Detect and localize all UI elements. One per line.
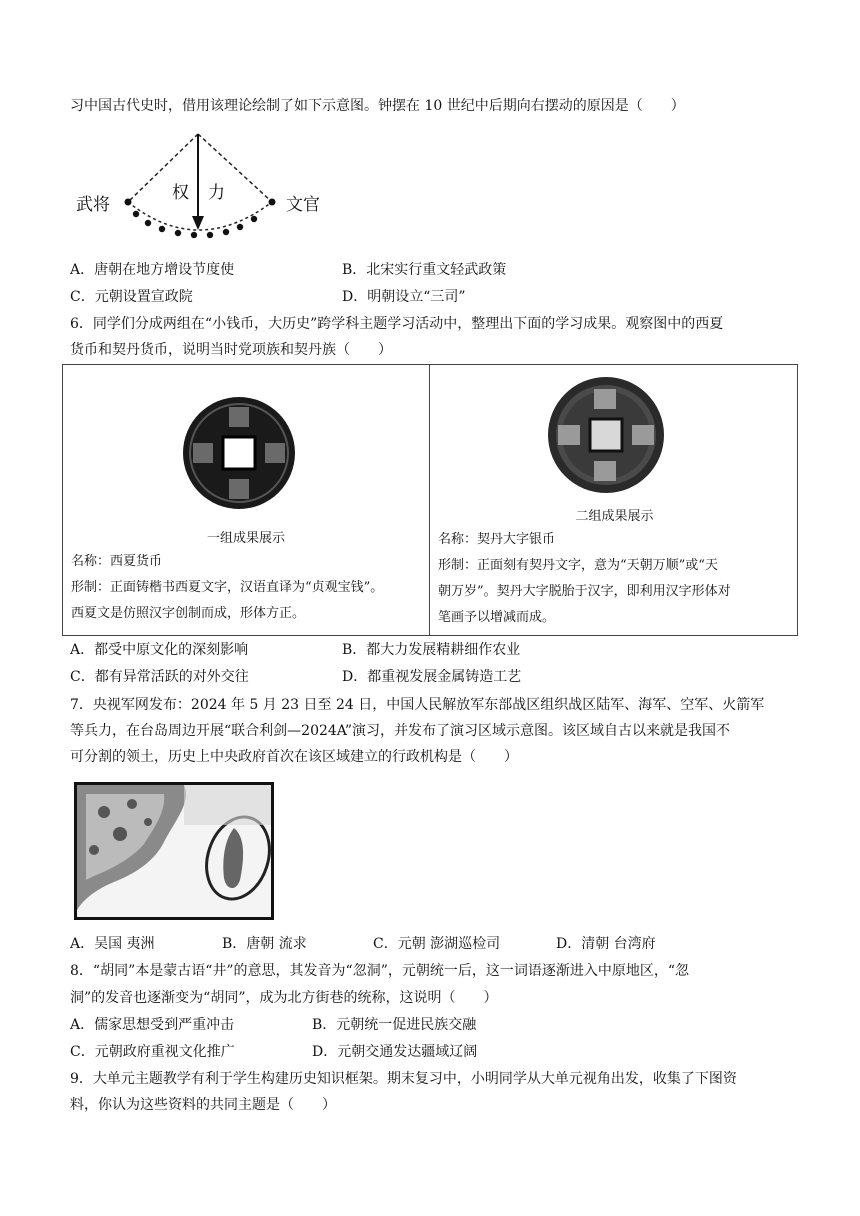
- group2-form2: 朝万岁”。契丹大字脱胎于汉字，即利用汉字形体对: [438, 584, 731, 599]
- pendulum-svg: [70, 128, 340, 248]
- left-label: 武将: [76, 195, 110, 215]
- taiwan-exercise-map: [74, 782, 274, 920]
- q5-option-d: D．明朝设立“三司”: [342, 289, 466, 305]
- group2-name: 名称：契丹大字银币: [438, 532, 556, 547]
- q6-option-b: B．都大力发展精耕细作农业: [342, 642, 521, 658]
- q7-option-b: B．唐朝 流求: [222, 936, 307, 952]
- q7-option-a: A．吴国 夷洲: [70, 936, 155, 952]
- group2-form3: 笔画予以增减而成。: [438, 610, 556, 625]
- q7-stem-line2: 等兵力，在台岛周边开展“联合利剑—2024A”演习，并发布了演习区域示意图。该区域自古以来就是我国不: [70, 723, 730, 739]
- group2-caption: 二组成果展示: [575, 509, 654, 524]
- group2-form1: 形制：正面刻有契丹文字，意为“天朝万顺”或“天: [438, 558, 718, 573]
- group1-name: 名称：西夏货币: [71, 554, 163, 569]
- group1-form1: 形制：正面铸楷书西夏文字，汉语直译为“贞观宝钱”。: [71, 580, 384, 595]
- q8-option-c: C．元朝政府重视文化推广: [70, 1044, 235, 1060]
- q5-option-b: B．北宋实行重文轻武政策: [342, 262, 507, 278]
- q7-option-c: C．元朝 澎湖巡检司: [373, 936, 501, 952]
- q9-stem-line2: 料，你认为这些资料的共同主题是（ ）: [70, 1097, 336, 1113]
- coin-table: [62, 364, 798, 636]
- group1-cell: [63, 365, 430, 635]
- q8-option-d: D．元朝交通发达疆域辽阔: [312, 1044, 478, 1060]
- q8-stem-line1: 8．“胡同”本是蒙古语“井”的意思，其发音为“忽洞”，元朝统一后，这一词语逐渐进入中原地区，“忽: [70, 963, 690, 979]
- q8-stem-line2: 洞”的发音也逐渐变为“胡同”，成为北方街巷的统称，这说明（ ）: [70, 990, 498, 1006]
- power-label-b: 力: [208, 183, 225, 203]
- q6-stem-line2: 货币和契丹货币，说明当时党项族和契丹族（ ）: [70, 342, 392, 358]
- q6-option-c: C．都有异常活跃的对外交往: [70, 669, 249, 685]
- q7-option-d: D．清朝 台湾府: [556, 936, 656, 952]
- map-icon: [74, 782, 274, 920]
- khitan-coin-icon: [544, 373, 668, 497]
- q6-option-d: D．都重视发展金属铸造工艺: [342, 669, 522, 685]
- right-label: 文官: [286, 195, 320, 215]
- q8-option-b: B．元朝统一促进民族交融: [312, 1017, 477, 1033]
- group1-caption: 一组成果展示: [206, 531, 285, 546]
- q5-option-c: C．元朝设置宣政院: [70, 289, 193, 305]
- q5-option-a: A．唐朝在地方增设节度使: [70, 262, 235, 278]
- pendulum-diagram: [70, 128, 340, 248]
- group2-cell: [430, 365, 799, 635]
- xixia-coin-icon: [179, 393, 299, 513]
- q7-stem-line1: 7．央视军网发布：2024 年 5 月 23 日至 24 日，中国人民解放军东部战区组织战区陆军、海军、空军、火箭军: [70, 697, 765, 713]
- q6-stem-line1: 6．同学们分成两组在“小钱币，大历史”跨学科主题学习活动中，整理出下面的学习成果。观察图中的西夏: [70, 316, 724, 332]
- q5-stem: 习中国古代史时，借用该理论绘制了如下示意图。钟摆在 10 世纪中后期向右摆动的原因是（ ）: [70, 98, 685, 114]
- q6-option-a: A．都受中原文化的深刻影响: [70, 642, 249, 658]
- group1-form2: 西夏文是仿照汉字创制而成，形体方正。: [71, 606, 306, 621]
- q7-stem-line3: 可分割的领土，历史上中央政府首次在该区域建立的行政机构是（ ）: [70, 749, 518, 765]
- power-label-a: 权: [172, 183, 189, 203]
- q8-option-a: A．儒家思想受到严重冲击: [70, 1017, 235, 1033]
- q9-stem-line1: 9．大单元主题教学有利于学生构建历史知识框架。期末复习中，小明同学从大单元视角出发，收集了下图资: [70, 1071, 737, 1087]
